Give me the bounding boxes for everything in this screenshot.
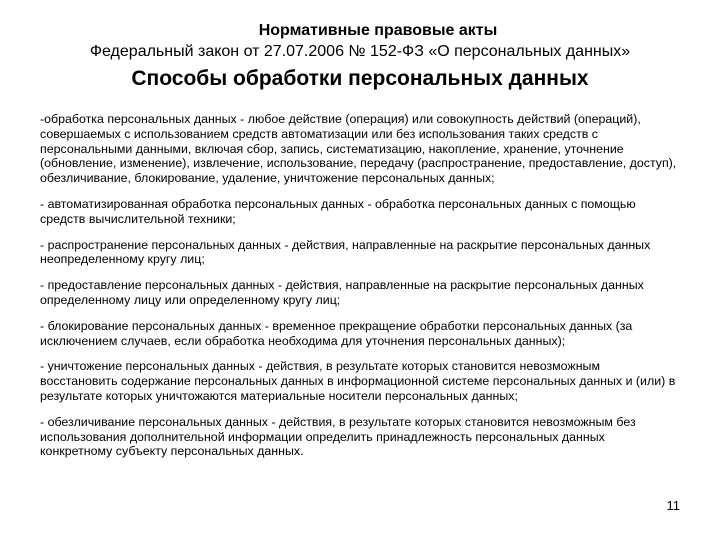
definition-processing: -обработка персональных данных - любое действие (операция) или совокупность действий (операций), совершаемых с использованием средств автоматизации или без использования таких средств с персональными данными, включая сбор, запись, систематизацию, накопление, хранение, уточнение (обновление, изменение), извлечение, использование, передачу (распространение, предоставление, доступ), обезличивание, блокирование, удаление, уничтожение персональных данных;	[40, 112, 677, 186]
header-title: Нормативные правовые акты	[258, 22, 498, 39]
header-subtitle: Федеральный закон от 27.07.2006 № 152-ФЗ «О персональных данных»	[89, 43, 631, 60]
definition-automated-processing: - автоматизированная обработка персональных данных - обработка персональных данных с помощью средств вычислительной техники;	[40, 196, 636, 226]
definition-dissemination: - распространение персональных данных - действия, направленные на раскрытие персональных данных неопределенному кругу лиц;	[40, 237, 651, 267]
slide-header	[0, 22, 720, 62]
definition-destruction: - уничтожение персональных данных - действия, в результате которых становится невозможным восстановить содержание персональных данных в информационной системе персональных данных и (или) в результате которых уничтожаются материальные носители персональных данных;	[40, 359, 676, 403]
definition-blocking: - блокирование персональных данных - временное прекращение обработки персональных данных (за исключением случаев, если обработка необходима для уточнения персональных данных);	[40, 318, 633, 348]
slide-title: Способы обработки персональных данных	[131, 67, 589, 90]
definition-provision: - предоставление персональных данных - действия, направленные на раскрытие персональных данных определенному лицу или определенному кругу лиц;	[40, 278, 644, 307]
page-number: 11	[666, 498, 680, 513]
definitions-list	[40, 112, 678, 470]
definition-depersonalization: - обезличивание персональных данных - действия, в результате которых становится невозможным без использования дополнительной информации определить принадлежность персональных данных конкретному субъекту персональных данных.	[40, 414, 636, 459]
